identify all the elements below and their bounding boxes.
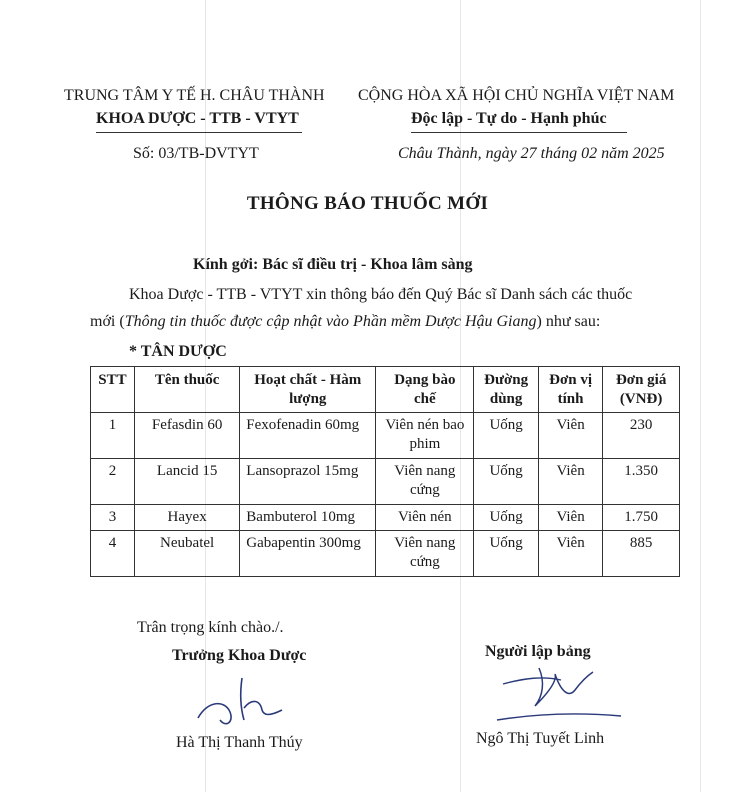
- department-name: KHOA DƯỢC - TTB - VTYT: [96, 110, 299, 127]
- column-header: Hoạt chất - Hàm lượng: [240, 367, 376, 413]
- table-cell: Viên: [538, 413, 602, 459]
- table-cell: Viên: [538, 459, 602, 505]
- table-cell: Lansoprazol 15mg: [240, 459, 376, 505]
- table-cell: 4: [91, 531, 135, 577]
- table-cell: Fexofenadin 60mg: [240, 413, 376, 459]
- page-fold-line: [700, 0, 701, 792]
- table-cell: Hayex: [134, 505, 239, 531]
- drug-table: [90, 366, 680, 577]
- org-name: TRUNG TÂM Y TẾ H. CHÂU THÀNH: [64, 87, 325, 104]
- table-cell: 3: [91, 505, 135, 531]
- table-row: [91, 531, 680, 577]
- section-label: * TÂN DƯỢC: [129, 343, 227, 360]
- table-cell: Uống: [474, 413, 538, 459]
- column-header: Tên thuốc: [134, 367, 239, 413]
- table-row: [91, 459, 680, 505]
- intro-line-2: [90, 313, 600, 331]
- left-signer-title: Trưởng Khoa Dược: [172, 647, 307, 664]
- document-title: THÔNG BÁO THUỐC MỚI: [246, 193, 489, 214]
- table-header-row: [91, 367, 680, 413]
- right-signature-mark: [495, 662, 625, 732]
- table-cell: Lancid 15: [134, 459, 239, 505]
- column-header: STT: [91, 367, 135, 413]
- national-title: CỘNG HÒA XÃ HỘI CHỦ NGHĨA VIỆT NAM: [358, 87, 675, 104]
- table-cell: 230: [603, 413, 680, 459]
- table-cell: Viên: [538, 531, 602, 577]
- table-cell: 1.350: [603, 459, 680, 505]
- right-signer-name: Ngô Thị Tuyết Linh: [476, 730, 605, 747]
- right-signer-title: Người lập bảng: [485, 643, 591, 660]
- greeting: Kính gởi: Bác sĩ điều trị - Khoa lâm sàng: [193, 256, 473, 273]
- table-cell: 1.750: [603, 505, 680, 531]
- table-cell: 885: [603, 531, 680, 577]
- table-row: [91, 413, 680, 459]
- table-cell: Viên nén bao phim: [376, 413, 474, 459]
- intro-italic: Thông tin thuốc được cập nhật vào Phần mềm Dược Hậu Giang: [124, 313, 537, 330]
- table-cell: 2: [91, 459, 135, 505]
- table-cell: Uống: [474, 531, 538, 577]
- intro-suffix: ) như sau:: [536, 313, 601, 330]
- left-signature-mark: [190, 670, 300, 730]
- table-cell: Fefasdin 60: [134, 413, 239, 459]
- table-cell: Bambuterol 10mg: [240, 505, 376, 531]
- intro-line-1: Khoa Dược - TTB - VTYT xin thông báo đến Quý Bác sĩ Danh sách các thuốc: [129, 286, 633, 303]
- table-cell: Neubatel: [134, 531, 239, 577]
- column-header: Đơn vị tính: [538, 367, 602, 413]
- table-row: [91, 505, 680, 531]
- department-underline: [96, 132, 302, 133]
- table-cell: 1: [91, 413, 135, 459]
- table-cell: Uống: [474, 459, 538, 505]
- document-number: Số: 03/TB-DVTYT: [133, 145, 259, 162]
- table-cell: Viên: [538, 505, 602, 531]
- intro-prefix: mới (: [90, 313, 125, 330]
- motto-underline: [411, 132, 627, 133]
- table-cell: Viên nang cứng: [376, 531, 474, 577]
- table-cell: Viên nén: [376, 505, 474, 531]
- column-header: Đường dùng: [474, 367, 538, 413]
- column-header: Đơn giá (VNĐ): [603, 367, 680, 413]
- left-signer-name: Hà Thị Thanh Thúy: [176, 734, 303, 751]
- column-header: Dạng bào chế: [376, 367, 474, 413]
- table-cell: Uống: [474, 505, 538, 531]
- closing-line: Trân trọng kính chào./.: [137, 619, 284, 636]
- table-cell: Gabapentin 300mg: [240, 531, 376, 577]
- national-motto: Độc lập - Tự do - Hạnh phúc: [411, 110, 607, 127]
- table-cell: Viên nang cứng: [376, 459, 474, 505]
- place-date: Châu Thành, ngày 27 tháng 02 năm 2025: [398, 145, 665, 162]
